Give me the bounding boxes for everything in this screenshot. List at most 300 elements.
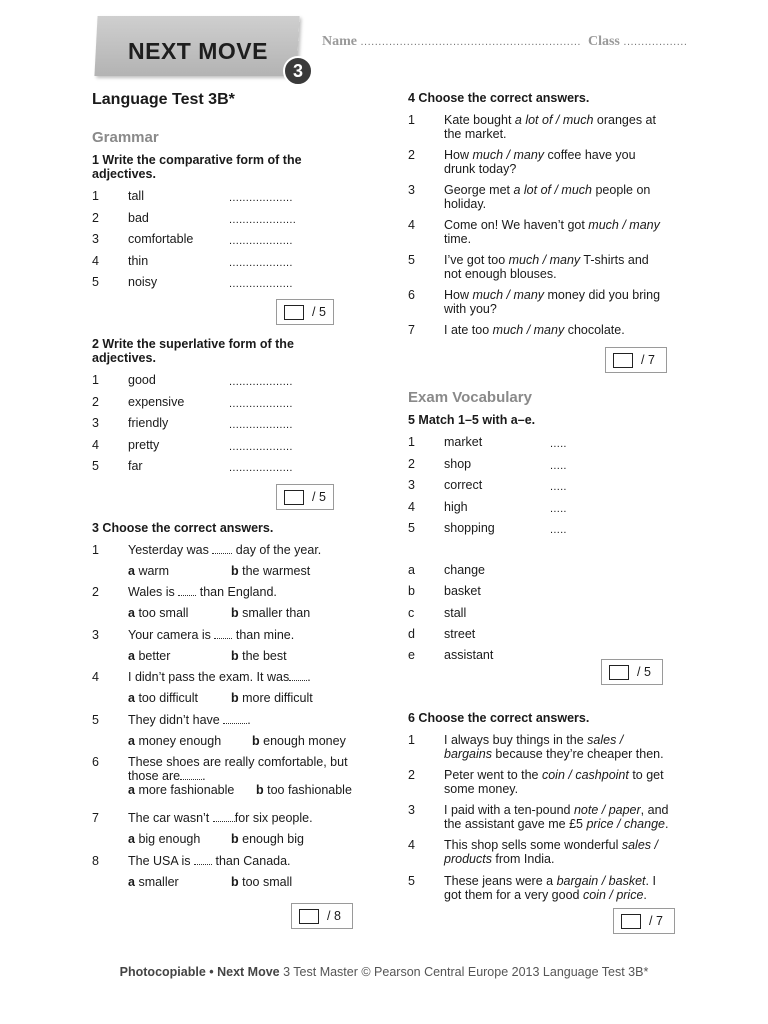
item-word: basket (444, 584, 481, 599)
list-item (92, 395, 352, 409)
question-text (444, 733, 664, 761)
answer-gap[interactable] (223, 713, 247, 724)
item-word: shop (444, 456, 472, 471)
text: I always buy things in the (444, 733, 588, 747)
question-text (444, 838, 658, 866)
question-text-start: I didn’t pass the exam. It was (128, 670, 290, 684)
question-line-1 (444, 838, 658, 852)
question-line-1 (444, 323, 625, 337)
item-number: 1 (408, 435, 415, 449)
text: Peter went to the (444, 768, 542, 782)
question-text-end: day of the year. (232, 543, 322, 557)
answer-blank[interactable]: ................... (229, 376, 293, 388)
item-word: street (444, 626, 476, 641)
question-line-2 (444, 267, 649, 281)
section-heading-exam-vocabulary: Exam Vocabulary (408, 389, 532, 406)
question-item (92, 713, 372, 753)
text: I ate too (444, 323, 493, 337)
text: I paid with a ten-pound (444, 803, 574, 817)
question-text (444, 253, 649, 281)
brand-logo: NEXT MOVE (128, 38, 268, 64)
option-a-text: too difficult (138, 691, 198, 705)
item-word: friendly (128, 416, 169, 430)
question-4-title: 4 Choose the correct answers. (408, 91, 590, 105)
question-item (92, 543, 372, 583)
option-b[interactable] (256, 783, 352, 797)
question-2-title: 2 Write the superlative form of the adjectives. (92, 337, 294, 365)
item-word: thin (128, 253, 149, 268)
choice-options[interactable]: bargain / basket (556, 874, 646, 888)
question-line-2 (444, 302, 660, 316)
question-item (408, 768, 678, 798)
choice-options[interactable]: sales / (621, 838, 658, 852)
option-a-text: money enough (138, 734, 222, 748)
question-line-2 (444, 782, 664, 796)
item-word: correct (444, 478, 483, 492)
text: George met (444, 183, 514, 197)
footer-bold: Photocopiable • Next Move (119, 965, 280, 979)
question-text (444, 218, 660, 246)
text: got them for a very good (444, 888, 583, 902)
choice-options[interactable]: a lot of / much (514, 113, 594, 127)
question-text-end: . (307, 670, 311, 684)
text: time. (444, 232, 472, 246)
answer-gap[interactable] (214, 628, 232, 639)
question-text-start: These shoes are really comfortable, but those are (128, 755, 348, 783)
text: the assistant gave me £5 (444, 817, 587, 831)
option-a-text: warm (138, 564, 169, 578)
item-letter: e (408, 648, 415, 663)
score-box[interactable] (621, 914, 641, 929)
item-word: assistant (444, 648, 494, 663)
question-text (128, 755, 364, 783)
question-line-2 (444, 888, 656, 902)
option-b-letter: b (231, 564, 239, 578)
class-field[interactable]: .................. (623, 36, 688, 48)
section-heading-grammar: Grammar (92, 129, 159, 146)
question-line-2 (444, 197, 650, 211)
text: . (643, 888, 647, 902)
list-item (92, 189, 352, 203)
answer-gap[interactable] (194, 854, 212, 865)
name-label: Name (322, 34, 357, 49)
option-a[interactable] (128, 734, 221, 748)
item-number: 3 (92, 232, 99, 246)
item-word: noisy (128, 275, 158, 289)
item-number: 4 (408, 218, 415, 232)
question-text-start: Wales is (128, 585, 179, 599)
item-number: 2 (408, 456, 415, 471)
choice-options[interactable]: bargains (444, 747, 492, 761)
text: . (664, 817, 669, 831)
item-number: 1 (92, 189, 99, 203)
list-item (408, 478, 668, 492)
score-label: / 5 (637, 665, 651, 679)
answer-blank[interactable]: ................... (229, 192, 293, 204)
choice-options[interactable]: much / many (472, 288, 545, 302)
item-number: 2 (92, 210, 99, 225)
item-number: 3 (408, 478, 415, 492)
name-field[interactable]: .............................................................. (360, 36, 581, 48)
question-line-2 (444, 232, 660, 246)
score-label: / 5 (312, 305, 326, 319)
question-6-score (613, 908, 675, 934)
text: oranges at (593, 113, 656, 127)
question-line-1 (444, 148, 636, 162)
answer-blank[interactable]: ................... (229, 462, 293, 474)
item-number: 4 (92, 437, 99, 452)
item-number: 5 (408, 874, 415, 888)
question-text-start: Yesterday was (128, 543, 213, 557)
question-text-start: The USA is (128, 854, 194, 868)
list-item (408, 521, 668, 535)
question-text (444, 288, 660, 316)
question-line-2 (444, 852, 658, 866)
item-number: 7 (408, 323, 415, 337)
item-word: comfortable (128, 232, 194, 246)
item-number: 4 (92, 670, 99, 684)
answer-gap[interactable] (289, 670, 307, 681)
text: not enough blouses. (444, 267, 557, 281)
option-a[interactable] (128, 606, 188, 620)
question-6-title: 6 Choose the correct answers. (408, 711, 590, 725)
question-text (444, 323, 625, 337)
question-line-2 (444, 162, 636, 176)
item-word: high (444, 499, 468, 514)
page-footer (0, 965, 768, 979)
score-label: / 7 (641, 353, 655, 367)
item-number: 3 (92, 628, 99, 642)
option-b-letter: b (231, 691, 239, 705)
option-a-letter: a (128, 691, 135, 705)
question-line-1 (444, 253, 649, 267)
choice-options[interactable]: note / paper (573, 803, 641, 817)
question-item (408, 874, 678, 904)
list-item (92, 416, 352, 430)
item-number: 4 (92, 253, 99, 268)
item-number: 2 (92, 394, 99, 409)
choice-options[interactable]: coin / cashpoint (541, 768, 629, 782)
question-item (408, 183, 678, 213)
choice-options[interactable]: a lot of / much (513, 183, 592, 197)
item-number: 1 (92, 543, 99, 557)
option-b[interactable] (231, 564, 310, 578)
text: with you? (444, 302, 497, 316)
question-text-end: . (247, 713, 251, 727)
item-number: 2 (92, 585, 99, 599)
option-b-letter: b (231, 606, 239, 620)
option-b[interactable] (231, 649, 287, 663)
item-word: shopping (444, 521, 495, 535)
item-letter: b (408, 584, 415, 599)
answer-blank[interactable]: ..... (550, 438, 567, 450)
option-a[interactable] (128, 564, 169, 578)
item-word: good (128, 373, 156, 387)
question-text-end: . (202, 769, 206, 783)
score-box[interactable] (613, 353, 633, 368)
question-line-1 (444, 183, 650, 197)
item-number: 1 (408, 113, 415, 127)
question-text-end: than England. (196, 585, 277, 599)
item-letter: d (408, 626, 415, 641)
item-number: 5 (92, 459, 99, 473)
question-item (408, 253, 678, 283)
item-number: 3 (408, 803, 415, 817)
question-text-start: The car wasn’t (128, 811, 213, 825)
option-b[interactable] (252, 734, 346, 748)
text: holiday. (444, 197, 487, 211)
item-word: stall (444, 605, 467, 620)
option-b-text: enough money (263, 734, 346, 748)
option-a[interactable] (128, 691, 198, 705)
option-b-text: the best (242, 649, 287, 663)
score-box[interactable] (299, 909, 319, 924)
list-item (408, 435, 668, 449)
list-item (92, 438, 352, 452)
item-word: expensive (128, 394, 185, 409)
question-item (408, 218, 678, 248)
question-line-1 (444, 733, 664, 747)
item-number: 8 (92, 854, 99, 868)
option-b-text: too small (242, 875, 293, 889)
answer-gap[interactable] (212, 543, 232, 554)
list-item (92, 275, 352, 289)
answer-blank[interactable]: .................... (229, 213, 297, 226)
text: This shop sells some wonderful (444, 838, 622, 852)
list-item (92, 254, 352, 268)
text: because they’re cheaper then. (491, 747, 664, 761)
question-5-title: 5 Match 1–5 with a–e. (408, 413, 536, 427)
question-text (444, 148, 636, 176)
question-3-score (291, 903, 353, 929)
answer-gap[interactable] (178, 585, 196, 596)
option-a-text: too small (138, 606, 189, 620)
option-a-letter: a (128, 783, 135, 797)
question-text (128, 628, 294, 642)
question-text (128, 713, 251, 727)
text: people on (592, 183, 651, 197)
item-number: 7 (92, 811, 99, 825)
question-text-end: for six people. (234, 811, 313, 825)
choice-options[interactable]: sales / (587, 733, 624, 747)
question-text (128, 543, 321, 557)
question-text-start: They didn’t have (128, 713, 224, 727)
item-number: 4 (408, 838, 415, 852)
answer-blank[interactable]: ..... (550, 524, 567, 536)
option-a[interactable] (128, 649, 170, 663)
option-a-letter: a (128, 832, 135, 846)
list-item (92, 232, 352, 246)
option-a[interactable] (128, 875, 179, 889)
item-letter: a (408, 563, 415, 577)
list-item (408, 584, 608, 598)
option-a-letter: a (128, 875, 135, 889)
question-text (128, 811, 313, 825)
answer-blank[interactable]: ................... (229, 256, 293, 269)
text: How (444, 148, 473, 162)
question-line-1 (444, 874, 656, 888)
item-number: 6 (408, 288, 415, 302)
question-text (444, 183, 650, 211)
item-word: change (444, 563, 486, 577)
question-text (444, 803, 668, 831)
text: from India. (491, 852, 555, 866)
question-item (92, 628, 372, 668)
option-a-letter: a (128, 564, 135, 578)
option-b[interactable] (231, 875, 292, 889)
choice-options[interactable]: coin / price (582, 888, 644, 902)
question-line-1 (444, 768, 664, 782)
score-box[interactable] (609, 665, 629, 680)
option-b-text: more difficult (242, 691, 313, 705)
level-badge: 3 (283, 56, 313, 86)
item-number: 2 (408, 768, 415, 782)
item-word: pretty (128, 437, 160, 452)
text: How (444, 288, 473, 302)
option-b-text: the warmest (242, 564, 311, 578)
question-1-score (276, 299, 334, 325)
score-box[interactable] (284, 305, 304, 320)
option-b-letter: b (252, 734, 260, 748)
option-a-text: better (138, 649, 171, 663)
option-a-letter: a (128, 606, 135, 620)
question-text-start: Your camera is (128, 628, 215, 642)
question-item (408, 148, 678, 178)
text: , and (640, 803, 669, 817)
choice-options[interactable]: much / many (492, 323, 565, 337)
choice-options[interactable]: products (444, 852, 492, 866)
answer-blank[interactable]: ................... (229, 419, 293, 431)
list-item (408, 500, 668, 514)
item-word: market (444, 435, 483, 449)
list-item (92, 373, 352, 387)
item-number: 6 (92, 755, 99, 769)
question-item (408, 838, 678, 868)
item-number: 3 (408, 183, 415, 197)
question-line-1 (444, 803, 668, 817)
option-a-text: smaller (138, 875, 179, 889)
question-text (128, 585, 277, 599)
footer-text: 3 Test Master © Pearson Central Europe 2013 Language Test 3B* (279, 965, 649, 979)
option-a-text: more fashionable (138, 783, 235, 797)
question-text-end: than Canada. (212, 854, 291, 868)
option-b-text: smaller than (242, 606, 311, 620)
score-label: / 7 (649, 914, 663, 928)
class-label: Class (587, 34, 620, 49)
answer-blank[interactable]: ................... (229, 397, 293, 410)
question-item (92, 854, 372, 894)
option-b-letter: b (231, 875, 239, 889)
item-number: 3 (92, 416, 99, 430)
question-2-score (276, 484, 334, 510)
answer-blank[interactable]: ................... (229, 235, 293, 247)
question-item (92, 585, 372, 625)
list-item (408, 627, 608, 641)
option-b-letter: b (231, 832, 239, 846)
question-line-2 (444, 817, 668, 831)
list-item (92, 211, 352, 225)
question-text (444, 874, 656, 902)
text: Come on! We haven’t got (444, 218, 589, 232)
item-word: bad (128, 210, 149, 225)
question-text-end: than mine. (232, 628, 295, 642)
question-item (408, 803, 678, 833)
question-line-2 (444, 127, 656, 141)
option-b-letter: b (256, 783, 264, 797)
option-b-text: too fashionable (267, 783, 352, 797)
question-item (408, 288, 678, 318)
choice-options[interactable]: much / many (588, 218, 660, 232)
item-word: far (128, 459, 143, 473)
question-3-title: 3 Choose the correct answers. (92, 521, 274, 535)
option-a[interactable] (128, 832, 200, 846)
item-number: 5 (92, 713, 99, 727)
answer-blank[interactable]: ..... (550, 481, 567, 493)
page-title: Language Test 3B* (92, 91, 235, 108)
text: the market. (444, 127, 507, 141)
question-line-1 (444, 113, 656, 127)
option-a[interactable] (128, 783, 234, 797)
option-b[interactable] (231, 832, 304, 846)
question-text (444, 113, 656, 141)
name-class-line (322, 34, 687, 50)
choice-options[interactable]: much / many (472, 148, 545, 162)
list-item (408, 648, 608, 662)
score-box[interactable] (284, 490, 304, 505)
answer-blank[interactable]: ................... (229, 440, 293, 453)
choice-options[interactable]: price / change (586, 817, 665, 831)
option-b-letter: b (231, 649, 239, 663)
question-text (128, 670, 311, 684)
option-b-text: enough big (242, 832, 304, 846)
answer-blank[interactable]: ................... (229, 278, 293, 290)
text: some money. (444, 782, 519, 796)
question-text (444, 768, 664, 796)
answer-blank[interactable]: ..... (550, 459, 567, 472)
question-item (92, 811, 372, 851)
item-word: tall (128, 189, 144, 203)
list-item (408, 457, 668, 471)
question-line-2 (444, 747, 664, 761)
option-b[interactable] (231, 691, 313, 705)
item-number: 5 (408, 521, 415, 535)
question-4-score (605, 347, 667, 373)
option-a-text: big enough (138, 832, 201, 846)
question-1-title: 1 Write the comparative form of the adjectives. (92, 153, 302, 181)
question-item (92, 670, 372, 710)
item-number: 5 (92, 275, 99, 289)
text: . I (645, 874, 656, 888)
text: Kate bought (444, 113, 515, 127)
answer-gap[interactable] (213, 811, 235, 822)
choice-options[interactable]: much / many (508, 253, 581, 267)
answer-gap[interactable] (180, 769, 202, 780)
question-line-1 (444, 218, 660, 232)
item-number: 2 (408, 148, 415, 162)
item-number: 5 (408, 253, 415, 267)
question-5-score (601, 659, 663, 685)
item-number: 1 (408, 733, 415, 747)
text: money did you bring (544, 288, 661, 302)
answer-blank[interactable]: ..... (550, 502, 567, 515)
question-item (92, 755, 372, 795)
score-label: / 5 (312, 490, 326, 504)
option-b[interactable] (231, 606, 310, 620)
question-text (128, 854, 291, 868)
list-item (92, 459, 352, 473)
text: chocolate. (564, 323, 625, 337)
list-item (408, 563, 608, 577)
